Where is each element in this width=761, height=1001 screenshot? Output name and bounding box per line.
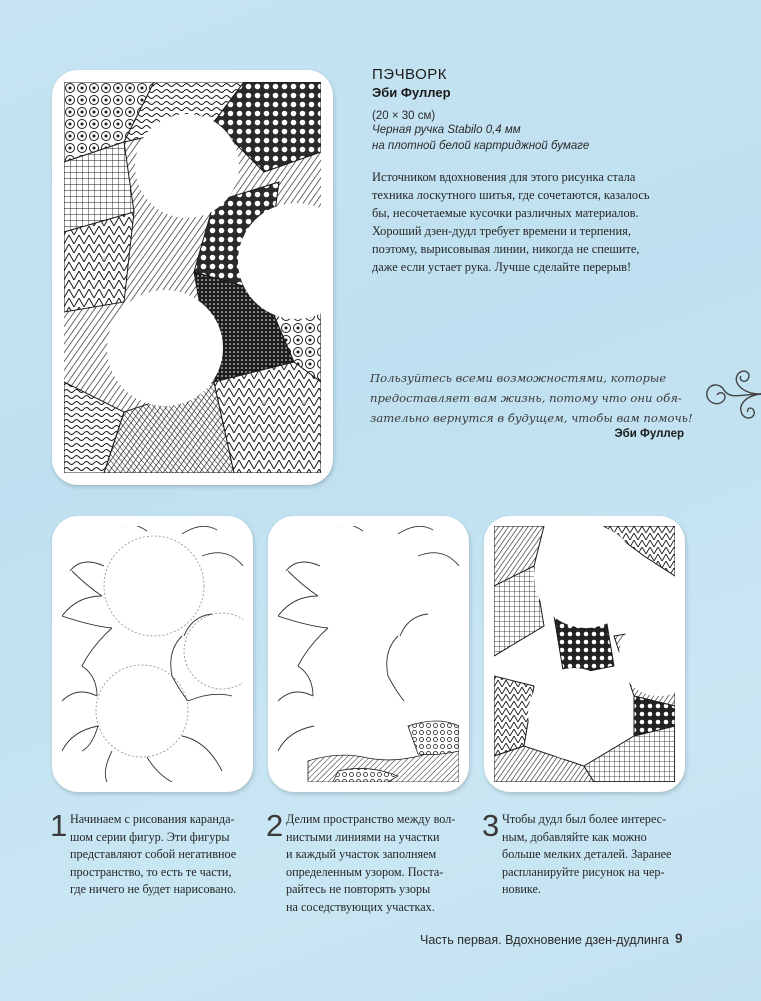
step-line: определенным узором. Поста- xyxy=(286,864,444,879)
step-text xyxy=(286,811,455,916)
artwork-size: (20 × 30 см) xyxy=(372,110,436,122)
step-2-wavy-sections xyxy=(278,526,459,782)
step-2-drawing-card xyxy=(268,516,469,792)
step-number: 3 xyxy=(482,808,500,843)
quote-line: Пользуйтесь всеми возможностями, которые xyxy=(370,371,667,385)
step-line: Делим пространство между вол- xyxy=(286,812,456,826)
quote-line: предоставляет вам жизнь, потому что они обя- xyxy=(370,391,682,405)
quote-line: зательно вернутся в будущем, чтобы вам помочь! xyxy=(370,411,693,425)
artwork-tools-line: Черная ручка Stabilo 0,4 мм xyxy=(372,124,521,136)
artwork-tools xyxy=(372,122,692,154)
artwork-info xyxy=(372,66,692,154)
step-1-pencil-shapes xyxy=(62,526,243,782)
step-text xyxy=(502,811,671,899)
footer-section-title: Часть первая. Вдохновение дзен-дудлинга xyxy=(420,933,669,947)
step-3-drawing-card xyxy=(484,516,685,792)
zendoodle-patchwork-artwork xyxy=(64,82,321,473)
artwork-tools-line: на плотной белой картриджной бумаге xyxy=(372,140,590,152)
step-line: Начинаем с рисования каранда- xyxy=(70,812,235,826)
step-line: нистыми линиями на участки xyxy=(286,829,440,844)
description-line: даже если устает рука. Лучше сделайте перерыв! xyxy=(372,260,632,274)
step-line: Чтобы дудл был более интерес- xyxy=(502,812,667,826)
step-line: новике. xyxy=(502,882,541,896)
step-3-detailed-pattern xyxy=(494,526,675,782)
step-line: райтесь не повторять узоры xyxy=(286,882,431,896)
description-line: поэтому, вырисовывая линии, никогда не спешите, xyxy=(372,242,640,256)
step-line: больше мелких деталей. Заранее xyxy=(502,847,672,861)
description-line: Хороший дзен-дудл требует времени и терпения, xyxy=(372,224,631,238)
step-line: представляют собой негативное xyxy=(70,847,237,861)
step-line: шом серии фигур. Эти фигуры xyxy=(70,829,230,844)
step-line: ным, добавляйте как можно xyxy=(502,829,647,844)
quote-author: Эби Фуллер xyxy=(614,428,684,440)
page-number: 9 xyxy=(675,931,683,946)
description-line: бы, несочетаемые кусочки различных материалов. xyxy=(372,206,639,220)
artwork-title: ПЭЧВОРК xyxy=(372,66,447,83)
step-line: где ничего не будет нарисовано. xyxy=(70,882,237,896)
flourish-icon xyxy=(694,360,761,428)
step-text xyxy=(70,811,236,899)
step-line: и каждый участок заполняем xyxy=(286,847,437,861)
step-line: пространство, то есть те части, xyxy=(70,864,232,879)
description-line: техника лоскутного шитья, где сочетаются, казалось xyxy=(372,188,650,202)
step-number: 1 xyxy=(50,808,68,843)
artwork-author: Эби Фуллер xyxy=(372,85,451,100)
step-line: распланируйте рисунок на чер- xyxy=(502,864,665,879)
artwork-description xyxy=(372,168,692,276)
main-artwork-card xyxy=(52,70,333,485)
quote xyxy=(370,368,693,428)
step-line: на соседствующих участках. xyxy=(286,899,435,914)
description-line: Источником вдохновения для этого рисунка стала xyxy=(372,170,636,184)
step-number: 2 xyxy=(266,808,284,843)
step-1-drawing-card xyxy=(52,516,253,792)
